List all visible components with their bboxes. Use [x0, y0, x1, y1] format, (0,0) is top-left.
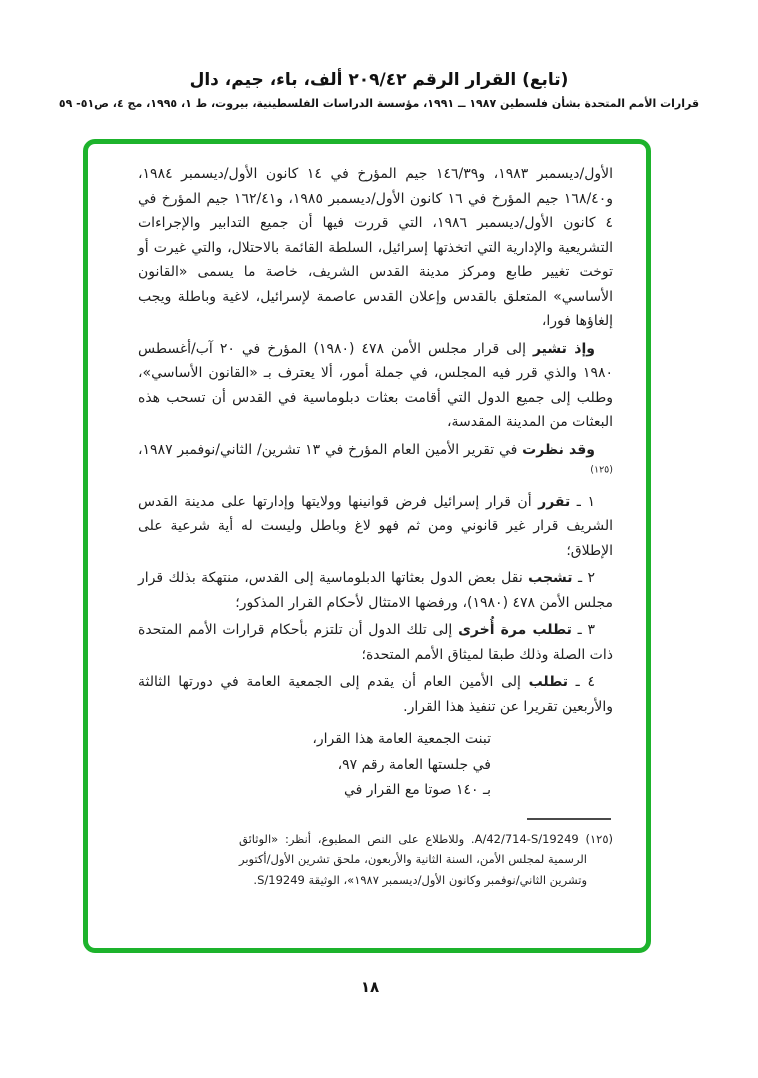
- operative-paragraph-2: [138, 566, 613, 615]
- footnote-separator: [527, 818, 611, 820]
- paragraph-number: ٤ ـ: [568, 674, 595, 690]
- paragraph-body: أن قرار إسرائيل فرض قوانينها وولايتها وإدارتها على مدينة القدس الشريف قرار غير قانوني ومن ثم فهو لاغ وباطل وليست له أية شرعية على الإطلاق؛: [138, 493, 613, 559]
- operative-paragraph-4: [138, 670, 613, 719]
- paragraph-body: إلى تلك الدول أن تلتزم بأحكام قرارات الأمم المتحدة ذات الصلة وذلك طبقا لميثاق الأمم المتحدة؛: [138, 622, 613, 663]
- paragraph-body: الأول/ديسمبر ١٩٨٣، و١٤٦/٣٩ جيم المؤرخ في ١٤ كانون الأول/ديسمبر ١٩٨٤، و١٦٨/٤٠ جيم المؤرخ في ١٦ كانون الأول/ديسمبر ١٩٨٥، و١٦٢/٤١ جيم المؤرخ في ٤ كانون الأول/ديسمبر ١٩٨٦، التي قررت فيها أن جميع التدابير والإجراءات التشريعية والإدارية التي اتخذتها إسرائيل، السلطة القائمة بالاحتلال، والتي غيرت أو توخت تغيير طابع ومركز مدينة القدس الشريف، خاصة ما يسمى «القانون الأساسي» المتعلق بالقدس وإعلان القدس عاصمة لإسرائيل، لاغية وباطلة ويجب إلغاؤها فورا،: [138, 166, 614, 329]
- adoption-note: [138, 727, 491, 804]
- page-header: [0, 70, 758, 110]
- paragraph-lead: تطلب: [528, 674, 569, 690]
- paragraph-number: ١ ـ: [570, 493, 595, 510]
- adoption-line: في جلستها العامة رقم ٩٧،: [337, 756, 491, 773]
- footnote-text: . وللاطلاع على النص المطبوع، أنظر: «الوثائق الرسمية لمجلس الأمن، السنة الثانية والأربعون، ملحق تشرين الأول/أكتوبر وتشرين الثاني/نوفمبر وكانون الأول/ديسمبر ١٩٨٧»، الوثيقة S/19249.: [239, 831, 587, 887]
- source-citation: قرارات الأمم المتحدة بشأن فلسطين ١٩٨٧ ــ ١٩٩١، مؤسسة الدراسات الفلسطينية، بيروت، ط ١، ١٩٩٥، مج ٤، ص٥١- ٥٩: [58, 97, 700, 110]
- paragraph-continuation: [138, 162, 613, 334]
- adoption-line: تبنت الجمعية العامة هذا القرار،: [312, 731, 491, 747]
- paragraph-body: إلى قرار مجلس الأمن ٤٧٨ (١٩٨٠) المؤرخ في ٢٠ آب/أغسطس ١٩٨٠ والذي قرر فيه المجلس، في جملة أمور، ألا يعترف بـ «القانون الأساسي»، وطلب إلى جميع الدول التي أقامت بعثات دبلوماسية في القدس أن تسحب هذه البعثات من المدينة المقدسة،: [138, 340, 613, 430]
- content-frame: [83, 139, 651, 953]
- operative-paragraph-3: [138, 618, 613, 667]
- footnote-reference: (١٢٥): [590, 464, 613, 476]
- footnote: [239, 829, 613, 891]
- paragraph-lead: تقرر: [538, 493, 571, 510]
- page-number: ١٨: [360, 978, 380, 996]
- resolution-text: [138, 162, 613, 938]
- footnote-marker: (١٢٥): [578, 831, 613, 846]
- paragraph-body: في تقرير الأمين العام المؤرخ في ١٣ تشرين/ الثاني/نوفمبر ١٩٨٧،: [138, 441, 523, 458]
- paragraph-number: ٢ ـ: [572, 570, 595, 586]
- paragraph-number: ٣ ـ: [571, 622, 595, 638]
- paragraph-lead: وإذ تشير: [532, 340, 595, 357]
- paragraph-body: نقل بعض الدول بعثاتها الدبلوماسية إلى القدس، منتهكة بذلك قرار مجلس الأمن ٤٧٨ (١٩٨٠)، ورفضها الامتثال لأحكام القرار المذكور؛: [138, 570, 613, 611]
- paragraph-lead: تطلب مرة أُخرى: [458, 622, 572, 638]
- paragraph-having-considered: [138, 438, 613, 487]
- paragraph-recalling: [138, 337, 613, 435]
- operative-paragraph-1: [138, 490, 613, 564]
- paragraph-body: إلى الأمين العام أن يقدم إلى الجمعية العامة في دورتها الثالثة والأربعين تقريرا عن تنفيذ هذا القرار.: [138, 674, 613, 715]
- resolution-title: (تابع) القرار الرقم ٢٠٩/٤٢ ألف، باء، جيم، دال: [189, 70, 569, 90]
- adoption-line: بـ ١٤٠ صوتا مع القرار في: [343, 782, 491, 798]
- footnote-doc-ref: A/42/714-S/19249: [474, 831, 579, 846]
- paragraph-lead: تشجب: [528, 570, 573, 586]
- paragraph-lead: وقد نظرت: [522, 441, 595, 458]
